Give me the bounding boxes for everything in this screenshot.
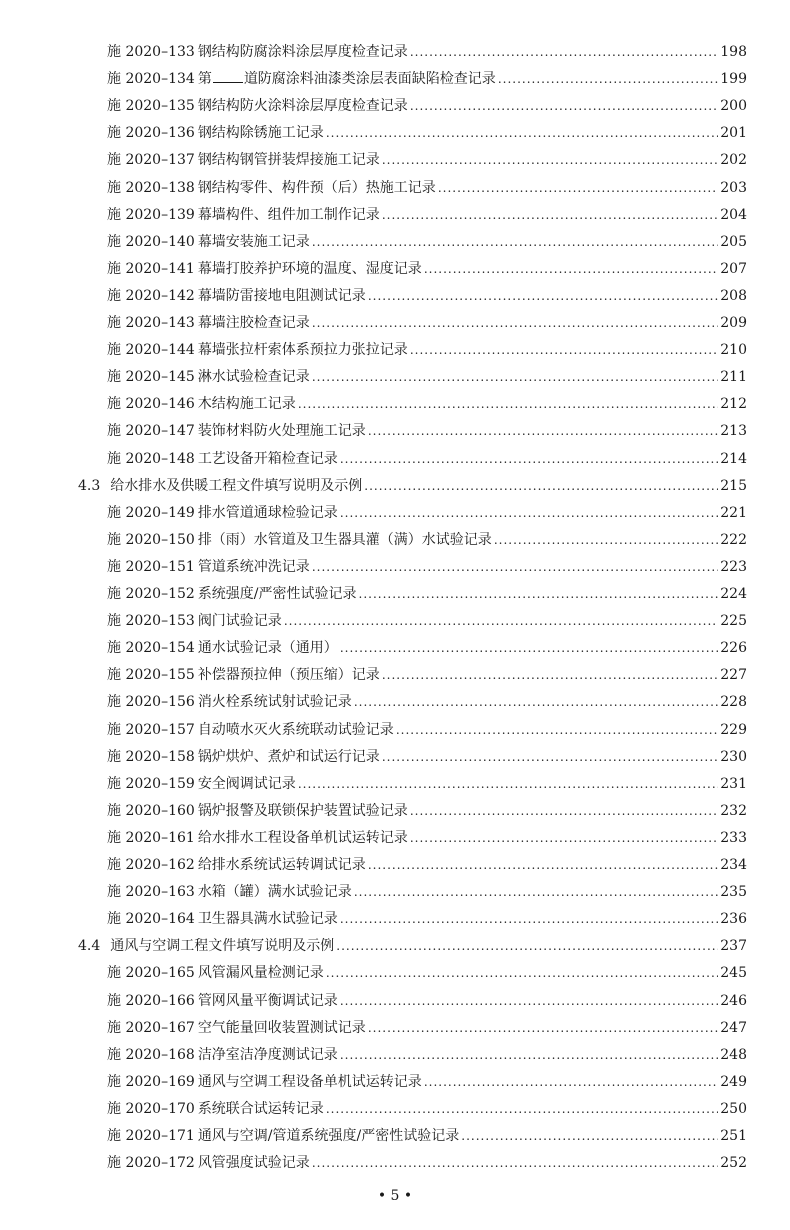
toc-title-text: 水箱（罐）满水试验记录	[197, 884, 352, 901]
toc-title	[78, 937, 334, 955]
toc-page-number: 247	[720, 1019, 747, 1036]
toc-entry-row	[107, 1042, 747, 1064]
toc-entry-row	[107, 500, 747, 522]
toc-entry-row	[107, 202, 747, 224]
toc-title-text: 装饰材料防火处理施工记录	[197, 423, 366, 440]
toc-section-row	[78, 933, 747, 955]
toc-title	[107, 585, 357, 603]
toc-title-text: 幕墙构件、组件加工制作记录	[197, 206, 380, 223]
toc-title-text: 空气能量回收装置测试记录	[197, 1019, 366, 1036]
toc-title	[107, 260, 422, 278]
toc-title-text: 排水管道通球检验记录	[197, 504, 338, 521]
toc-title-text: 钢结构零件、构件预（后）热施工记录	[197, 179, 436, 196]
toc-entry-row	[107, 960, 747, 982]
toc-code: 施 2020–144	[107, 342, 195, 359]
toc-title	[107, 802, 408, 820]
toc-code: 施 2020–158	[107, 748, 195, 765]
toc-title	[107, 97, 408, 115]
toc-code: 施 2020–143	[107, 315, 195, 331]
toc-title	[107, 721, 394, 739]
toc-page-number: 222	[720, 531, 747, 548]
toc-entry-row	[107, 337, 747, 359]
toc-code: 施 2020–135	[107, 98, 195, 115]
toc-title	[107, 1073, 422, 1091]
leader-dots	[424, 1073, 718, 1091]
toc-entry-row	[107, 256, 747, 278]
leader-dots	[438, 179, 718, 197]
toc-page-number: 234	[720, 857, 747, 873]
toc-title-text: 钢结构除锈施工记录	[197, 125, 324, 142]
toc-entry-row	[107, 391, 747, 413]
toc-page-number: 245	[720, 965, 747, 982]
toc-title	[107, 964, 324, 982]
toc-code: 施 2020–140	[107, 233, 195, 250]
leader-dots	[396, 721, 718, 739]
toc-entry-row	[107, 93, 747, 115]
toc-page-number: 200	[720, 98, 747, 115]
toc-title-text: 钢结构防火涂料涂层厚度检查记录	[197, 98, 408, 115]
toc-code: 施 2020–142	[107, 287, 195, 304]
toc-entry-row	[107, 310, 747, 332]
toc-entry-row	[107, 988, 747, 1010]
toc-title	[107, 368, 310, 386]
toc-entry-row	[107, 662, 747, 684]
toc-entry-row	[107, 147, 747, 169]
toc-title	[107, 1100, 324, 1118]
toc-code: 施 2020–171	[107, 1128, 195, 1144]
toc-title	[107, 314, 310, 332]
toc-page-number: 227	[720, 667, 747, 684]
leader-dots	[326, 964, 718, 982]
leader-dots	[424, 260, 718, 278]
page-number: • 5 •	[377, 1188, 413, 1204]
toc-page-number: 207	[720, 260, 747, 277]
toc-title-text: 消火栓系统试射试验记录	[197, 694, 352, 711]
toc-title-text: 给水排水及供暖工程文件填写说明及示例	[110, 477, 363, 494]
toc-title-text: 通风与空调工程文件填写说明及示例	[110, 938, 335, 955]
toc-title	[107, 1127, 459, 1145]
toc-code: 施 2020–155	[107, 667, 195, 684]
toc-code: 施 2020–156	[107, 694, 195, 711]
toc-entry-row	[107, 446, 747, 468]
toc-code: 施 2020–165	[107, 965, 195, 982]
toc-entry-row	[107, 744, 747, 766]
toc-title	[107, 666, 380, 684]
toc-title	[107, 1046, 338, 1064]
toc-entry-row	[107, 1069, 747, 1091]
toc-entry-row	[107, 1096, 747, 1118]
toc-page-number: 250	[720, 1100, 747, 1117]
toc-title	[107, 910, 338, 928]
leader-dots	[312, 314, 718, 332]
toc-title-text: 管网风量平衡调试记录	[197, 992, 338, 1009]
toc-title	[107, 233, 310, 251]
toc-page-number: 214	[720, 450, 747, 467]
toc-page-number: 225	[720, 613, 747, 630]
toc-title	[107, 124, 324, 142]
toc-entry-row	[107, 798, 747, 820]
toc-page-number: 237	[720, 938, 747, 955]
toc-page-number: 203	[720, 179, 747, 196]
toc-title-text: 道防腐涂料油漆类涂层表面缺陷检查记录	[243, 71, 496, 88]
toc-title	[107, 883, 352, 901]
toc-title-text: 排（雨）水管道及卫生器具灌（满）水试验记录	[197, 531, 492, 548]
toc-title-text: 风管漏风量检测记录	[197, 965, 324, 982]
fill-in-blank	[213, 69, 243, 83]
toc-title	[107, 639, 338, 657]
toc-entry-row	[107, 771, 747, 793]
toc-code: 施 2020–166	[107, 992, 195, 1009]
leader-dots	[312, 233, 718, 251]
toc-code: 施 2020–151	[107, 558, 195, 575]
leader-dots	[368, 422, 718, 440]
toc-code: 施 2020–139	[107, 206, 195, 223]
toc-title	[107, 531, 492, 549]
toc-code: 施 2020–138	[107, 179, 195, 196]
toc-code: 施 2020–153	[107, 613, 195, 630]
toc-title	[107, 829, 408, 847]
toc-code: 施 2020–157	[107, 721, 195, 738]
toc-title	[107, 341, 408, 359]
toc-page-number: 201	[720, 125, 747, 142]
toc-title	[78, 477, 362, 495]
toc-title-text: 补偿器预拉伸（预压缩）记录	[197, 667, 380, 684]
toc-title-text: 洁净室洁净度测试记录	[197, 1046, 338, 1063]
toc-page-number: 231	[720, 775, 747, 792]
toc-title	[107, 43, 408, 61]
leader-dots	[410, 802, 718, 820]
toc-code: 施 2020–168	[107, 1046, 195, 1063]
toc-title-text: 锅炉报警及联锁保护装置试验记录	[197, 802, 408, 819]
toc-page-number: 248	[720, 1046, 747, 1063]
toc-page-number: 199	[720, 71, 747, 88]
toc-page-number: 233	[720, 829, 747, 846]
toc-entry-row	[107, 1150, 747, 1172]
toc-title-text: 幕墙张拉杆索体系预拉力张拉记录	[197, 342, 408, 359]
toc-page-number: 223	[720, 558, 747, 575]
toc-title	[107, 992, 338, 1010]
toc-title	[107, 151, 380, 169]
toc-title-text: 通风与空调工程设备单机试运转记录	[197, 1073, 422, 1090]
toc-page-number: 209	[720, 315, 747, 331]
toc-title-text: 阀门试验记录	[197, 613, 282, 630]
toc-entry-row	[107, 229, 747, 251]
toc-title-text: 木结构施工记录	[197, 396, 296, 413]
toc-page-number: 235	[720, 884, 747, 901]
leader-dots	[326, 124, 718, 142]
toc-code: 施 2020–148	[107, 450, 195, 467]
toc-title-text: 给水排水工程设备单机试运转记录	[197, 829, 408, 846]
leader-dots	[326, 1100, 718, 1118]
leader-dots	[354, 693, 718, 711]
toc-page-number: 229	[720, 721, 747, 738]
toc-title-text: 给排水系统试运转调试记录	[197, 857, 366, 873]
toc-title-text: 通水试验记录（通用）	[197, 640, 338, 657]
toc-page-number: 221	[720, 504, 747, 521]
toc-code: 4.4	[78, 938, 101, 955]
toc-title-text: 管道系统冲洗记录	[197, 558, 310, 575]
toc-code: 施 2020–162	[107, 857, 195, 873]
toc-code: 施 2020–160	[107, 802, 195, 819]
leader-dots	[336, 937, 718, 955]
toc-code: 施 2020–137	[107, 152, 195, 169]
toc-title-text: 系统强度/严密性试验记录	[197, 586, 357, 602]
toc-page-number: 215	[720, 477, 747, 494]
toc-code: 4.3	[78, 477, 101, 494]
toc-entry-row	[107, 120, 747, 142]
leader-dots	[312, 558, 718, 576]
toc-page-number: 198	[720, 44, 747, 60]
toc-page-number: 251	[720, 1128, 747, 1144]
toc-title	[107, 450, 338, 468]
toc-entry-row	[107, 283, 747, 305]
leader-dots	[410, 341, 718, 359]
toc-code: 施 2020–159	[107, 775, 195, 792]
toc-page-number: 213	[720, 423, 747, 440]
toc-title-text: 锅炉烘炉、煮炉和试运行记录	[197, 748, 380, 765]
toc-title-text: 钢结构钢管拼装焊接施工记录	[197, 152, 380, 169]
toc-code: 施 2020–161	[107, 829, 195, 846]
toc-code: 施 2020–169	[107, 1073, 195, 1090]
toc-title	[107, 179, 436, 197]
toc-page-number: 252	[720, 1155, 747, 1172]
toc-title	[107, 422, 366, 440]
toc-title	[107, 1019, 366, 1037]
toc-page-number: 226	[720, 640, 747, 657]
leader-dots	[410, 97, 718, 115]
leader-dots	[410, 829, 718, 847]
toc-entry-row	[107, 175, 747, 197]
toc-title	[107, 1154, 310, 1172]
toc-title-text: 风管强度试验记录	[197, 1155, 310, 1172]
toc-entry-row	[107, 717, 747, 739]
toc-title-text: 卫生器具满水试验记录	[197, 911, 338, 928]
toc-code: 施 2020–172	[107, 1155, 195, 1172]
toc-page-number: 204	[720, 206, 747, 223]
toc-entry-row	[107, 852, 747, 874]
leader-dots	[498, 70, 718, 88]
toc-code: 施 2020–150	[107, 531, 195, 548]
toc-code: 施 2020–147	[107, 423, 195, 440]
leader-dots	[364, 477, 718, 495]
toc-code: 施 2020–134	[107, 71, 195, 88]
toc-title	[107, 206, 380, 224]
leader-dots	[354, 883, 718, 901]
toc-title	[107, 748, 380, 766]
leader-dots	[298, 775, 718, 793]
toc-title	[107, 558, 310, 576]
toc-entry-row	[107, 527, 747, 549]
toc-title-text: 安全阀调试记录	[197, 775, 296, 792]
toc-title-text: 系统联合试运转记录	[197, 1100, 324, 1117]
toc-title	[107, 612, 282, 630]
leader-dots	[382, 206, 718, 224]
toc-page-number: 236	[720, 911, 747, 928]
leader-dots	[340, 450, 718, 468]
leader-dots	[340, 1046, 718, 1064]
toc-code: 施 2020–133	[107, 44, 195, 60]
toc-entry-row	[107, 608, 747, 630]
toc-entry-row	[107, 1015, 747, 1037]
toc-section-row	[78, 473, 747, 495]
leader-dots	[382, 748, 718, 766]
toc-code: 施 2020–149	[107, 504, 195, 521]
leader-dots	[359, 585, 719, 603]
toc-page-number: 205	[720, 233, 747, 250]
toc-entry-row	[107, 554, 747, 576]
toc-page-number: 211	[720, 369, 747, 386]
toc-entry-row	[107, 581, 747, 603]
toc-title	[107, 856, 366, 874]
leader-dots	[461, 1127, 718, 1145]
toc-entry-row	[107, 635, 747, 657]
leader-dots	[340, 992, 718, 1010]
leader-dots	[340, 910, 718, 928]
toc-title-text: 幕墙打胶养护环境的温度、湿度记录	[197, 260, 422, 277]
toc-page-number: 210	[720, 342, 747, 359]
toc-title-text: 自动喷水灭火系统联动试验记录	[197, 721, 394, 738]
leader-dots	[382, 151, 718, 169]
toc-entry-row	[107, 364, 747, 386]
toc-entry-row	[107, 39, 747, 61]
toc-page-number: 202	[720, 152, 747, 169]
toc-page-number: 224	[720, 586, 747, 602]
toc-title-text: 幕墙安装施工记录	[197, 233, 310, 250]
toc-title-text: 幕墙注胶检查记录	[197, 315, 310, 331]
toc-page-number: 232	[720, 802, 747, 819]
toc-title	[107, 693, 352, 711]
toc-code: 施 2020–136	[107, 125, 195, 142]
leader-dots	[494, 531, 718, 549]
leader-dots	[298, 395, 718, 413]
leader-dots	[312, 368, 718, 386]
toc-code: 施 2020–154	[107, 640, 195, 657]
leader-dots	[382, 666, 718, 684]
toc-page-number: 228	[720, 694, 747, 711]
leader-dots	[340, 504, 718, 522]
toc-title-text: 通风与空调/管道系统强度/严密性试验记录	[197, 1128, 460, 1144]
toc-code: 施 2020–152	[107, 586, 195, 602]
leader-dots	[410, 43, 718, 61]
toc-entry-row	[107, 1123, 747, 1145]
leader-dots	[368, 856, 718, 874]
toc-page-number: 246	[720, 992, 747, 1009]
toc-page-number: 230	[720, 748, 747, 765]
toc-title	[107, 287, 366, 305]
toc-title-text: 第	[197, 71, 212, 88]
toc-entry-row	[107, 689, 747, 711]
leader-dots	[368, 1019, 718, 1037]
toc-code: 施 2020–146	[107, 396, 195, 413]
toc-page-number: 212	[720, 396, 747, 413]
toc-title-text: 钢结构防腐涂料涂层厚度检查记录	[197, 44, 408, 60]
leader-dots	[312, 1154, 718, 1172]
toc-entry-row	[107, 66, 747, 88]
toc-page-number: 249	[720, 1073, 747, 1090]
toc-code: 施 2020–164	[107, 911, 195, 928]
toc-entry-row	[107, 825, 747, 847]
toc-entry-row	[107, 879, 747, 901]
toc-entry-row	[107, 418, 747, 440]
leader-dots	[340, 639, 718, 657]
toc-title-text: 幕墙防雷接地电阻测试记录	[197, 287, 366, 304]
toc-code: 施 2020–163	[107, 884, 195, 901]
leader-dots	[284, 612, 718, 630]
leader-dots	[368, 287, 718, 305]
toc-title	[107, 69, 496, 88]
toc-title	[107, 395, 296, 413]
toc-title-text: 工艺设备开箱检查记录	[197, 450, 338, 467]
toc-code: 施 2020–170	[107, 1100, 195, 1117]
toc-code: 施 2020–141	[107, 260, 195, 277]
toc-title	[107, 775, 296, 793]
toc-entry-row	[107, 906, 747, 928]
toc-page-number: 208	[720, 287, 747, 304]
toc-code: 施 2020–145	[107, 369, 195, 386]
toc-title	[107, 504, 338, 522]
toc-title-text: 淋水试验检查记录	[197, 369, 310, 386]
toc-code: 施 2020–167	[107, 1019, 195, 1036]
